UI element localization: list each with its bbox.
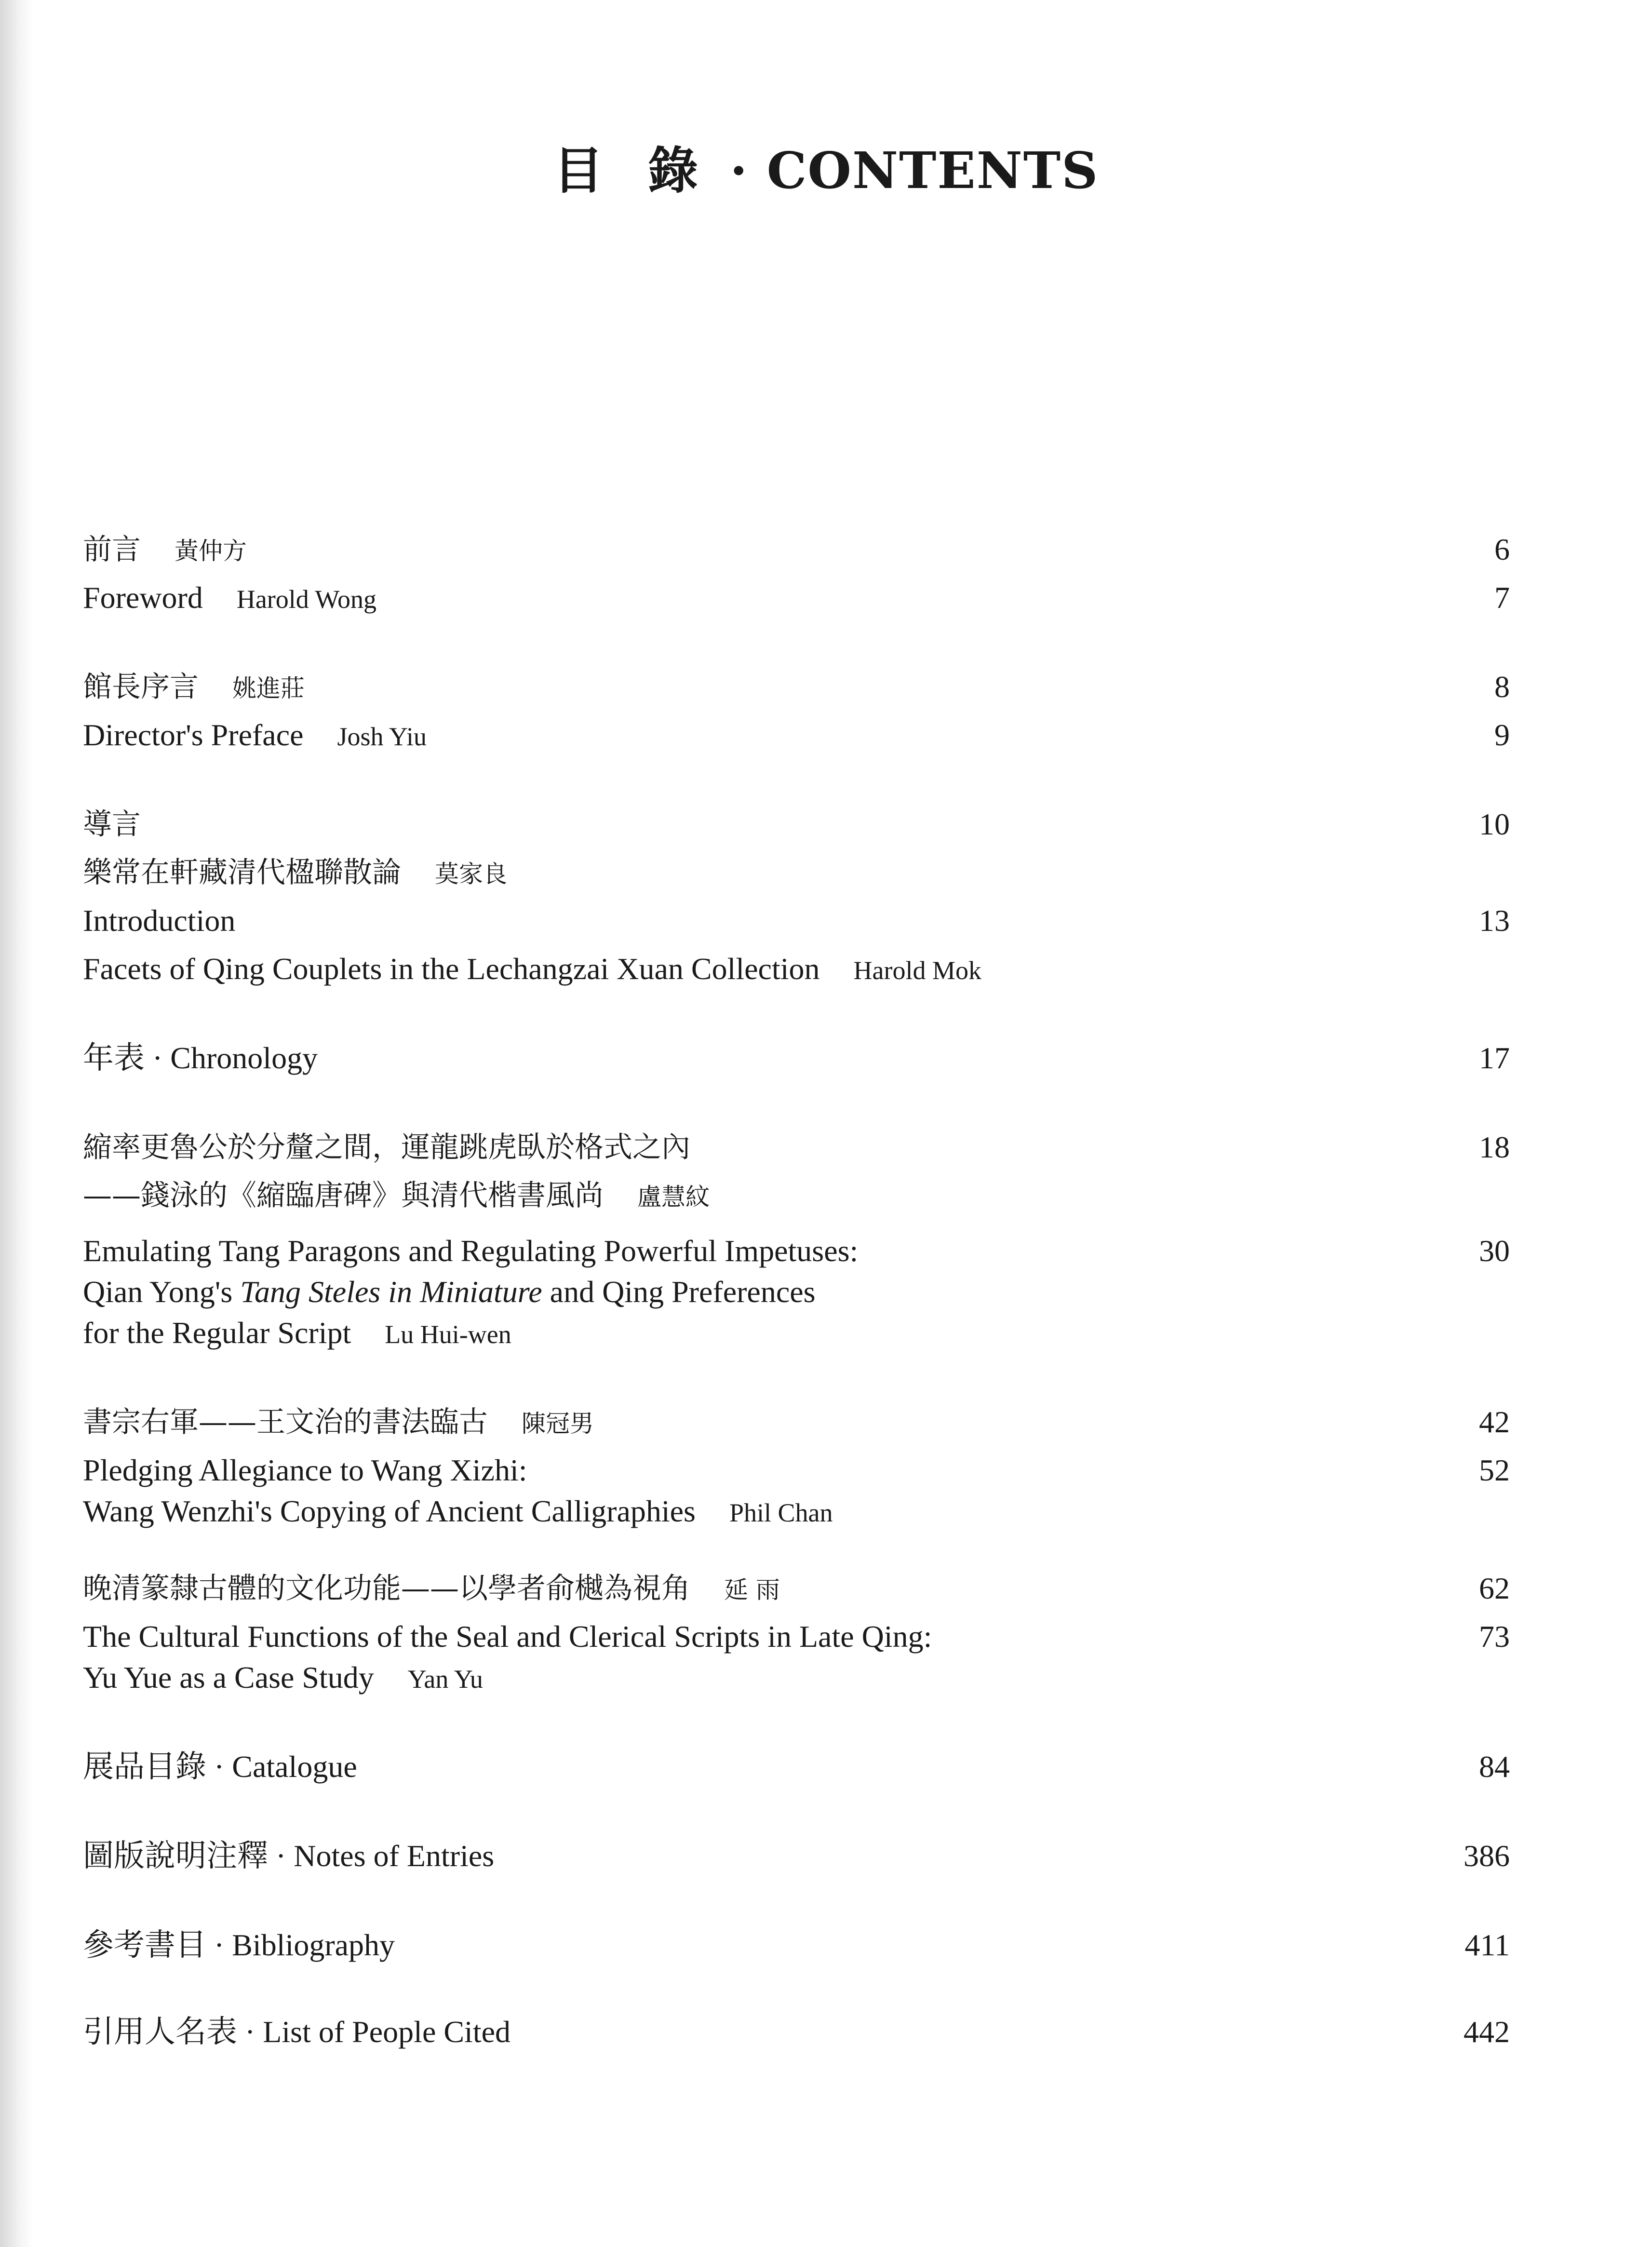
toc-entry-title: Foreword (83, 580, 203, 615)
toc-entry-page-number: 84 (1479, 1749, 1510, 1784)
toc-entry-page-number: 17 (1479, 1041, 1510, 1075)
toc-entry-page-number: 411 (1464, 1928, 1510, 1962)
toc-entry-title: 書宗右軍——王文治的書法臨古 (83, 1405, 488, 1439)
toc-entry-page-number: 386 (1464, 1839, 1510, 1873)
toc-entry-page-number: 13 (1479, 903, 1510, 938)
toc-entry-page-number: 30 (1479, 1234, 1510, 1268)
toc-entry-title: 參考書目 · Bibliography (83, 1928, 395, 1962)
toc-entry-page-number: 6 (1494, 532, 1510, 566)
toc-entry-page-number: 42 (1479, 1405, 1510, 1439)
toc-entry-title: 導言 (83, 807, 141, 841)
toc-entry (83, 945, 1510, 993)
toc-entry (83, 711, 1510, 759)
toc-entry-author: Harold Mok (853, 956, 981, 985)
toc-entry-author: 陳冠男 (522, 1410, 594, 1438)
toc-entry-author: 盧慧紋 (637, 1183, 710, 1211)
toc-entry (83, 1743, 1510, 1791)
title-separator: · (730, 141, 749, 200)
toc-entry-author: Josh Yiu (337, 722, 427, 751)
toc-entry (83, 800, 1510, 848)
toc-entry-title: 前言 (83, 533, 141, 566)
toc-entry-title: 樂常在軒藏清代楹聯散論 (83, 856, 401, 889)
toc-entry (83, 525, 1510, 574)
toc-entry-author: 莫家良 (435, 860, 507, 888)
toc-entry-author: 延 雨 (724, 1576, 780, 1604)
toc-entry-title: 引用人名表 · List of People Cited (83, 2015, 511, 2049)
toc-entry (83, 848, 1510, 897)
toc-entry (83, 1654, 1510, 1702)
title-english: CONTENTS (766, 141, 1099, 200)
toc-entry (83, 1034, 1510, 1082)
toc-entry-author: Yan Yu (407, 1665, 483, 1694)
toc-entry-title: 晚清篆隸古體的文化功能——以學者俞樾為視角 (83, 1572, 690, 1605)
toc-entry-title: Pledging Allegiance to Wang Xizhi: (83, 1453, 527, 1487)
toc-entry (83, 1171, 1510, 1220)
toc-entry-page-number: 9 (1494, 718, 1510, 752)
toc-entry-title: 圖版說明注釋 · Notes of Entries (83, 1839, 495, 1873)
toc-entry (83, 1398, 1510, 1446)
toc-entry-title: 展品目錄 · Catalogue (83, 1749, 357, 1784)
toc-entry-title: Emulating Tang Paragons and Regulating Powerful Impetuses: (83, 1234, 859, 1268)
toc-entry-title: ——錢泳的《縮臨唐碑》與清代楷書風尚 (83, 1179, 604, 1212)
toc-entry-page-number: 52 (1479, 1453, 1510, 1487)
toc-entry-author: 姚進莊 (232, 674, 305, 702)
toc-entry-page-number: 18 (1479, 1130, 1510, 1164)
title-chinese: 目 錄 (553, 141, 712, 200)
toc-entry-author: Phil Chan (729, 1498, 833, 1527)
toc-entry-title: 年表 · Chronology (83, 1041, 318, 1075)
toc-entry (83, 1832, 1510, 1880)
toc-entry-title: Introduction (83, 903, 236, 938)
toc-entry (83, 1123, 1510, 1171)
toc-entry (83, 1487, 1510, 1535)
toc-entry-page-number: 73 (1479, 1619, 1510, 1654)
toc-entry (83, 574, 1510, 622)
toc-entry (83, 2008, 1510, 2056)
toc-entry-title: Director's Preface (83, 718, 304, 752)
toc-entry-page-number: 442 (1464, 2015, 1510, 2049)
toc-entry-author: 黃仲方 (175, 537, 247, 565)
toc-entry-title: Qian Yong's Tang Steles in Miniature and Qing Preferences (83, 1275, 816, 1309)
toc-entry-page-number: 62 (1479, 1571, 1510, 1605)
toc-entry (83, 1564, 1510, 1613)
toc-entry (83, 1921, 1510, 1969)
toc-entry (83, 1309, 1510, 1357)
toc-entry-author: Lu Hui-wen (385, 1320, 511, 1349)
toc-entry-author: Harold Wong (236, 585, 376, 614)
toc-entry-title: The Cultural Functions of the Seal and Clerical Scripts in Late Qing: (83, 1619, 932, 1654)
book-title-italic: Tang Steles in Miniature (240, 1275, 542, 1309)
toc-entry-page-number: 8 (1494, 670, 1510, 704)
toc-entry-title: 縮率更魯公於分釐之間，運龍跳虎臥於格式之內 (83, 1130, 690, 1164)
toc-entry-page-number: 10 (1479, 807, 1510, 841)
toc-entry-title: Yu Yue as a Case Study (83, 1660, 374, 1695)
toc-entry-title: 館長序言 (83, 670, 199, 704)
toc-entry (83, 897, 1510, 945)
toc-entry-title: Wang Wenzhi's Copying of Ancient Calligraphies (83, 1494, 696, 1528)
toc-entry-page-number: 7 (1494, 580, 1510, 615)
toc-entry-title: for the Regular Script (83, 1316, 351, 1350)
toc-entry (83, 663, 1510, 711)
toc-entry-title: Facets of Qing Couplets in the Lechangzai Xuan Collection (83, 952, 820, 986)
